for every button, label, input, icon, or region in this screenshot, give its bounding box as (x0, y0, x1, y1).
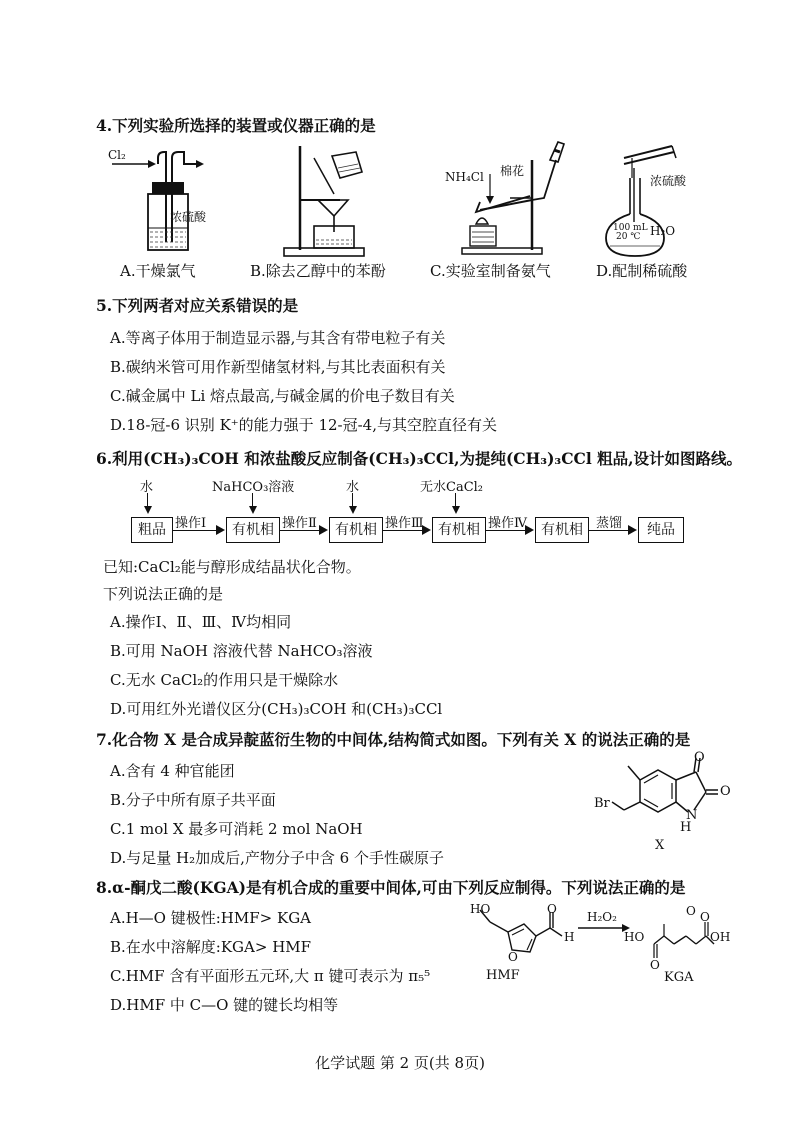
kga-oh: OH (710, 930, 731, 944)
x-label-o2: O (720, 784, 731, 799)
flow-op-1: 操作Ⅰ (175, 516, 207, 531)
flow-input-water-2: 水 (346, 480, 360, 495)
reagent-h2o2: H₂O₂ (587, 910, 617, 924)
flow-box-crude: 粗品 (131, 517, 173, 543)
flow-box-organic-1: 有机相 (226, 517, 280, 543)
q4-option-a[interactable]: A.干燥氯气 (120, 262, 196, 280)
q5-option-c[interactable]: C.碱金属中 Li 熔点最高,与碱金属的价电子数目有关 (110, 387, 455, 405)
q4-option-d[interactable]: D.配制稀硫酸 (596, 262, 688, 280)
page-footer: 化学试题 第 2 页(共 8页) (315, 1054, 485, 1072)
x-label-name: X (655, 838, 665, 853)
q4-title: 4.下列实验所选择的装置或仪器正确的是 (96, 116, 376, 135)
q6-option-c[interactable]: C.无水 CaCl₂的作用只是干燥除水 (110, 671, 339, 689)
compound-x-structure (588, 746, 738, 850)
q5-option-b[interactable]: B.碳纳米管可用作新型储氢材料,与其比表面积有关 (110, 358, 446, 376)
q8-option-d[interactable]: D.HMF 中 C—O 键的键长均相等 (110, 996, 339, 1014)
apparatus-d-volumetric-flask (600, 138, 700, 262)
label-flask-volume: 100 mL (613, 223, 648, 233)
label-conc-h2so4-a: 浓硫酸 (170, 210, 207, 224)
hmf-o-ald: O (547, 902, 557, 916)
flow-op-2: 操作Ⅱ (282, 516, 317, 531)
label-h2o: H₂O (650, 224, 676, 238)
flow-op-4: 操作Ⅳ (488, 516, 527, 531)
q6-title: 6.利用(CH₃)₃COH 和浓盐酸反应制备(CH₃)₃CCl,为提纯(CH₃)₃CCl 粗品,设计如图路线。 (96, 449, 743, 468)
apparatus-a-wash-bottle (108, 146, 228, 256)
kga-o-right: O (700, 910, 710, 924)
flow-input-water-1: 水 (140, 480, 154, 495)
x-label-n: N (686, 808, 698, 823)
label-flask-temp: 20 ℃ (616, 232, 641, 242)
label-cotton: 棉花 (500, 164, 525, 178)
q4-option-c[interactable]: C.实验室制备氨气 (430, 262, 551, 280)
q8-title: 8.α-酮戊二酸(KGA)是有机合成的重要中间体,可由下列反应制得。下列说法正确的是 (96, 878, 686, 897)
kga-o-keto: O (686, 904, 696, 918)
apparatus-b-filtration (270, 142, 380, 260)
q8-option-a[interactable]: A.H—O 键极性:HMF> KGA (110, 909, 312, 927)
hmf-ho: HO (470, 902, 491, 916)
q6-option-a[interactable]: A.操作Ⅰ、Ⅱ、Ⅲ、Ⅳ均相同 (110, 613, 292, 631)
flow-box-organic-4: 有机相 (535, 517, 589, 543)
kga-name: KGA (664, 970, 694, 985)
q7-title: 7.化合物 X 是合成异靛蓝衍生物的中间体,结构简式如图。下列有关 X 的说法正确的是 (96, 730, 691, 749)
q6-option-d[interactable]: D.可用红外光谱仪区分(CH₃)₃COH 和(CH₃)₃CCl (110, 700, 443, 718)
q8-option-c[interactable]: C.HMF 含有平面形五元环,大 π 键可表示为 π₅⁵ (110, 967, 431, 985)
hmf-name: HMF (486, 968, 520, 983)
q5-title: 5.下列两者对应关系错误的是 (96, 296, 299, 315)
label-nh4cl: NH₄Cl (445, 170, 484, 184)
label-conc-h2so4-d: 浓硫酸 (650, 174, 687, 188)
q7-option-b[interactable]: B.分子中所有原子共平面 (110, 791, 276, 809)
hmf-o-ring: O (508, 950, 518, 964)
flow-input-nahco3: NaHCO₃溶液 (212, 480, 295, 495)
q5-option-a[interactable]: A.等离子体用于制造显示器,与其含有带电粒子有关 (110, 329, 446, 347)
x-label-o1: O (694, 750, 705, 765)
kga-o-left: O (650, 958, 660, 972)
q5-option-d[interactable]: D.18-冠-6 识别 K⁺的能力强于 12-冠-4,与其空腔直径有关 (110, 416, 497, 434)
flow-box-organic-3: 有机相 (432, 517, 486, 543)
hmf-h-ald: H (564, 930, 575, 944)
flow-op-3: 操作Ⅲ (385, 516, 424, 531)
flow-box-pure: 纯品 (638, 517, 684, 543)
q6-option-b[interactable]: B.可用 NaOH 溶液代替 NaHCO₃溶液 (110, 642, 373, 660)
apparatus-c-ammonia (440, 140, 570, 260)
q6-prompt: 下列说法正确的是 (103, 585, 224, 603)
q4-option-b[interactable]: B.除去乙醇中的苯酚 (250, 262, 386, 280)
flow-op-distill: 蒸馏 (596, 516, 623, 531)
kga-ho: HO (624, 930, 645, 944)
q7-option-d[interactable]: D.与足量 H₂加成后,产物分子中含 6 个手性碳原子 (110, 849, 444, 867)
q6-known: 已知:CaCl₂能与醇形成结晶状化合物。 (103, 558, 361, 576)
x-label-br: Br (594, 796, 610, 811)
flow-box-organic-2: 有机相 (329, 517, 383, 543)
label-cl2: Cl₂ (108, 148, 126, 162)
q7-option-c[interactable]: C.1 mol X 最多可消耗 2 mol NaOH (110, 820, 363, 838)
q7-option-a[interactable]: A.含有 4 种官能团 (110, 762, 235, 780)
flow-input-cacl2: 无水CaCl₂ (420, 480, 484, 495)
x-label-h: H (680, 820, 692, 835)
q8-option-b[interactable]: B.在水中溶解度:KGA> HMF (110, 938, 312, 956)
